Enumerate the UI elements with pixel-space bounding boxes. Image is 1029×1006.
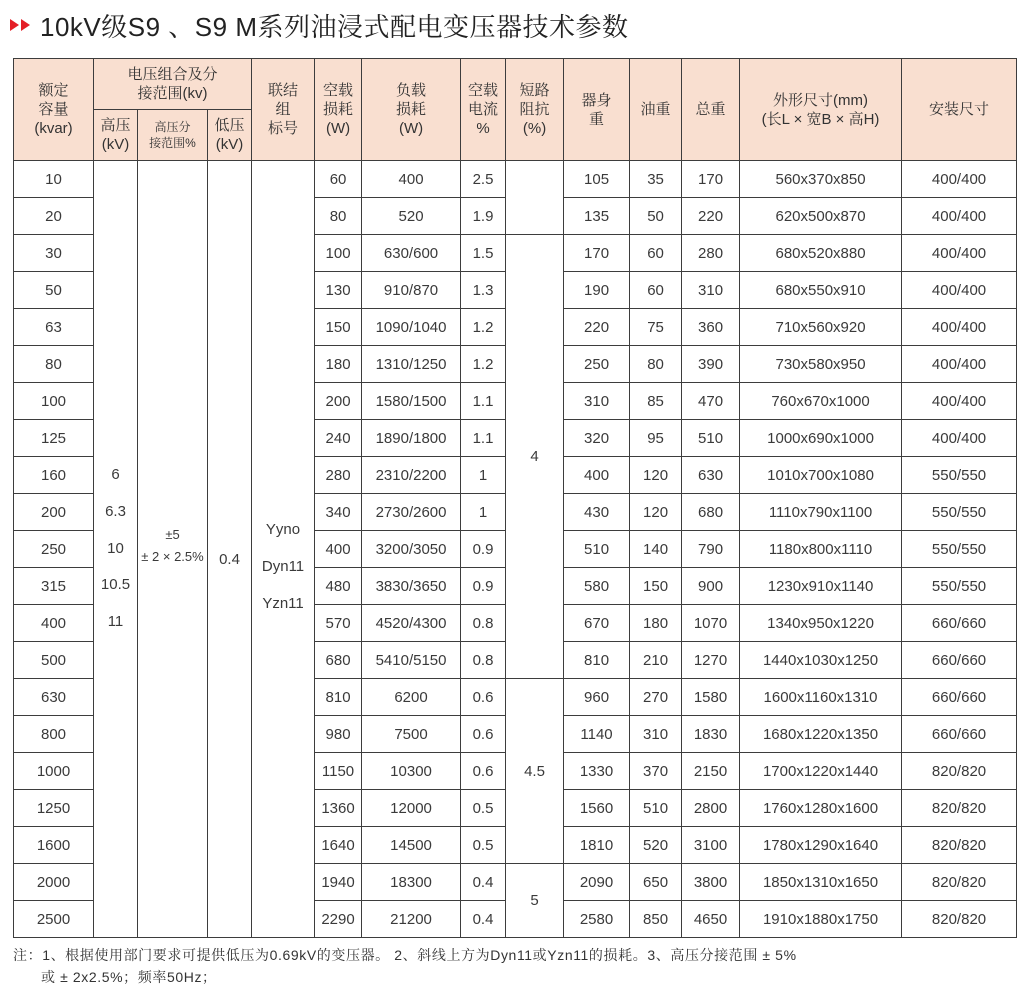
- hv-value: 10.5: [100, 576, 131, 594]
- cell-hv-merged: [94, 161, 138, 938]
- cell-dimensions: 730x580x950: [740, 346, 902, 383]
- cell-install: 660/660: [902, 605, 1017, 642]
- cell-noload-current: 1.1: [461, 383, 506, 420]
- cell-impedance-merged: 4: [506, 235, 564, 679]
- cell-noload-current: 1.2: [461, 346, 506, 383]
- cell-capacity: 315: [14, 568, 94, 605]
- header-install: 安装尺寸: [902, 59, 1017, 161]
- cell-total-weight: 790: [682, 531, 740, 568]
- cell-body-weight: 1140: [564, 716, 630, 753]
- cell-noload-loss: 180: [315, 346, 362, 383]
- cell-total-weight: 280: [682, 235, 740, 272]
- cell-noload-loss: 280: [315, 457, 362, 494]
- cell-load-loss: 2310/2200: [362, 457, 461, 494]
- cell-dimensions: 620x500x870: [740, 198, 902, 235]
- double-arrow-icon: [10, 19, 32, 31]
- cell-capacity: 10: [14, 161, 94, 198]
- cell-body-weight: 220: [564, 309, 630, 346]
- cell-load-loss: 2730/2600: [362, 494, 461, 531]
- cell-total-weight: 510: [682, 420, 740, 457]
- cell-body-weight: 1560: [564, 790, 630, 827]
- cell-body-weight: 510: [564, 531, 630, 568]
- cell-body-weight: 105: [564, 161, 630, 198]
- cell-capacity: 1600: [14, 827, 94, 864]
- cell-noload-current: 1.9: [461, 198, 506, 235]
- cell-install: 550/550: [902, 494, 1017, 531]
- cell-total-weight: 470: [682, 383, 740, 420]
- cell-oil-weight: 850: [630, 901, 682, 938]
- cell-lv-merged: 0.4: [208, 161, 252, 938]
- cell-noload-loss: 340: [315, 494, 362, 531]
- cell-install: 660/660: [902, 716, 1017, 753]
- cell-oil-weight: 210: [630, 642, 682, 679]
- cell-impedance-merged: 5: [506, 864, 564, 938]
- header-tap: 高压分 接范围%: [138, 110, 208, 161]
- cell-body-weight: 250: [564, 346, 630, 383]
- cell-noload-loss: 60: [315, 161, 362, 198]
- tap-value: ± 2 × 2.5%: [141, 549, 204, 564]
- cell-total-weight: 630: [682, 457, 740, 494]
- cell-dimensions: 1600x1160x1310: [740, 679, 902, 716]
- header-noload-current: 空载 电流 %: [461, 59, 506, 161]
- cell-capacity: 125: [14, 420, 94, 457]
- cell-capacity: 1000: [14, 753, 94, 790]
- cell-total-weight: 1070: [682, 605, 740, 642]
- cell-load-loss: 1580/1500: [362, 383, 461, 420]
- cell-noload-current: 0.6: [461, 716, 506, 753]
- cell-body-weight: 1810: [564, 827, 630, 864]
- cell-capacity: 63: [14, 309, 94, 346]
- header-capacity: 额定 容量 (kvar): [14, 59, 94, 161]
- cell-noload-loss: 2290: [315, 901, 362, 938]
- cell-capacity: 100: [14, 383, 94, 420]
- cell-dimensions: 1850x1310x1650: [740, 864, 902, 901]
- cell-body-weight: 135: [564, 198, 630, 235]
- cell-oil-weight: 370: [630, 753, 682, 790]
- cell-noload-loss: 1150: [315, 753, 362, 790]
- cell-load-loss: 910/870: [362, 272, 461, 309]
- cell-capacity: 160: [14, 457, 94, 494]
- cell-install: 660/660: [902, 679, 1017, 716]
- header-oil-weight: 油重: [630, 59, 682, 161]
- cell-load-loss: 4520/4300: [362, 605, 461, 642]
- cell-body-weight: 960: [564, 679, 630, 716]
- cell-dimensions: 680x550x910: [740, 272, 902, 309]
- cell-noload-loss: 1360: [315, 790, 362, 827]
- cell-load-loss: 18300: [362, 864, 461, 901]
- cell-dimensions: 680x520x880: [740, 235, 902, 272]
- cell-total-weight: 360: [682, 309, 740, 346]
- cell-install: 400/400: [902, 383, 1017, 420]
- cell-noload-loss: 1640: [315, 827, 362, 864]
- cell-body-weight: 810: [564, 642, 630, 679]
- cell-load-loss: 3200/3050: [362, 531, 461, 568]
- cell-oil-weight: 270: [630, 679, 682, 716]
- cell-body-weight: 1330: [564, 753, 630, 790]
- header-load-loss: 负载 损耗 (W): [362, 59, 461, 161]
- cell-oil-weight: 520: [630, 827, 682, 864]
- cell-dimensions: 1700x1220x1440: [740, 753, 902, 790]
- cell-total-weight: 1270: [682, 642, 740, 679]
- cell-capacity: 400: [14, 605, 94, 642]
- cell-body-weight: 320: [564, 420, 630, 457]
- cell-install: 550/550: [902, 531, 1017, 568]
- header-total-weight: 总重: [682, 59, 740, 161]
- hv-value: 10: [107, 539, 124, 557]
- cell-load-loss: 14500: [362, 827, 461, 864]
- page-title: [10, 6, 628, 44]
- cell-install: 820/820: [902, 753, 1017, 790]
- cell-install: 820/820: [902, 864, 1017, 901]
- cell-dimensions: 1010x700x1080: [740, 457, 902, 494]
- cell-total-weight: 2150: [682, 753, 740, 790]
- cell-oil-weight: 120: [630, 494, 682, 531]
- cell-noload-loss: 980: [315, 716, 362, 753]
- cell-body-weight: 170: [564, 235, 630, 272]
- cell-noload-loss: 130: [315, 272, 362, 309]
- connection-value: Yzn11: [262, 594, 304, 612]
- cell-oil-weight: 120: [630, 457, 682, 494]
- cell-noload-loss: 240: [315, 420, 362, 457]
- cell-oil-weight: 60: [630, 235, 682, 272]
- cell-install: 400/400: [902, 346, 1017, 383]
- cell-load-loss: 520: [362, 198, 461, 235]
- cell-total-weight: 3800: [682, 864, 740, 901]
- cell-capacity: 2000: [14, 864, 94, 901]
- header-noload-loss: 空载 损耗 (W): [315, 59, 362, 161]
- header-hv: 高压 (kV): [94, 110, 138, 161]
- cell-capacity: 500: [14, 642, 94, 679]
- cell-noload-loss: 480: [315, 568, 362, 605]
- cell-capacity: 800: [14, 716, 94, 753]
- cell-body-weight: 310: [564, 383, 630, 420]
- cell-noload-current: 0.4: [461, 864, 506, 901]
- cell-total-weight: 4650: [682, 901, 740, 938]
- header-lv: 低压 (kV): [208, 110, 252, 161]
- cell-noload-current: 1: [461, 457, 506, 494]
- cell-load-loss: 10300: [362, 753, 461, 790]
- header-impedance: 短路 阻抗 (%): [506, 59, 564, 161]
- cell-body-weight: 430: [564, 494, 630, 531]
- cell-noload-current: 0.8: [461, 605, 506, 642]
- cell-dimensions: 1180x800x1110: [740, 531, 902, 568]
- cell-total-weight: 3100: [682, 827, 740, 864]
- cell-body-weight: 190: [564, 272, 630, 309]
- cell-noload-loss: 150: [315, 309, 362, 346]
- cell-load-loss: 21200: [362, 901, 461, 938]
- header-voltage-group: 电压组合及分 接范围(kv): [94, 59, 252, 110]
- cell-total-weight: 900: [682, 568, 740, 605]
- cell-noload-current: 0.6: [461, 679, 506, 716]
- cell-noload-current: 1: [461, 494, 506, 531]
- cell-dimensions: 1230x910x1140: [740, 568, 902, 605]
- cell-noload-current: 1.1: [461, 420, 506, 457]
- cell-noload-loss: 200: [315, 383, 362, 420]
- cell-impedance-merged: 4.5: [506, 679, 564, 864]
- cell-load-loss: 6200: [362, 679, 461, 716]
- cell-install: 660/660: [902, 642, 1017, 679]
- cell-load-loss: 5410/5150: [362, 642, 461, 679]
- cell-body-weight: 2580: [564, 901, 630, 938]
- cell-dimensions: 1910x1880x1750: [740, 901, 902, 938]
- cell-impedance-merged: [506, 161, 564, 235]
- cell-oil-weight: 95: [630, 420, 682, 457]
- cell-oil-weight: 650: [630, 864, 682, 901]
- cell-dimensions: 1110x790x1100: [740, 494, 902, 531]
- header-dimensions: 外形尺寸(mm) (长L × 宽B × 高H): [740, 59, 902, 161]
- cell-oil-weight: 50: [630, 198, 682, 235]
- cell-total-weight: 310: [682, 272, 740, 309]
- cell-noload-current: 0.9: [461, 531, 506, 568]
- cell-install: 400/400: [902, 309, 1017, 346]
- cell-noload-current: 0.9: [461, 568, 506, 605]
- cell-noload-loss: 100: [315, 235, 362, 272]
- header-connection: 联结 组 标号: [252, 59, 315, 161]
- cell-body-weight: 670: [564, 605, 630, 642]
- cell-install: 400/400: [902, 198, 1017, 235]
- cell-capacity: 200: [14, 494, 94, 531]
- cell-noload-current: 0.4: [461, 901, 506, 938]
- cell-noload-loss: 570: [315, 605, 362, 642]
- cell-body-weight: 400: [564, 457, 630, 494]
- cell-total-weight: 680: [682, 494, 740, 531]
- cell-capacity: 630: [14, 679, 94, 716]
- cell-dimensions: 760x670x1000: [740, 383, 902, 420]
- cell-total-weight: 1830: [682, 716, 740, 753]
- cell-load-loss: 1890/1800: [362, 420, 461, 457]
- table-row: [14, 161, 1017, 198]
- footnote-line-1: 注：1、根据使用部门要求可提供低压为0.69kV的变压器。 2、斜线上方为Dyn11或Yzn11的损耗。3、高压分接范围 ± 5%: [13, 947, 797, 963]
- cell-install: 550/550: [902, 568, 1017, 605]
- hv-value: 11: [107, 613, 124, 631]
- cell-noload-loss: 80: [315, 198, 362, 235]
- cell-oil-weight: 75: [630, 309, 682, 346]
- cell-tap-merged: [138, 161, 208, 938]
- cell-total-weight: 2800: [682, 790, 740, 827]
- cell-oil-weight: 35: [630, 161, 682, 198]
- cell-install: 820/820: [902, 901, 1017, 938]
- cell-load-loss: 12000: [362, 790, 461, 827]
- title-text: 10kV级S9 、S9 M系列油浸式配电变压器技术参数: [40, 11, 629, 42]
- cell-total-weight: 170: [682, 161, 740, 198]
- footnote: [13, 944, 1016, 988]
- cell-noload-loss: 810: [315, 679, 362, 716]
- hv-value: 6.3: [105, 502, 126, 520]
- cell-capacity: 1250: [14, 790, 94, 827]
- cell-load-loss: 630/600: [362, 235, 461, 272]
- cell-dimensions: 710x560x920: [740, 309, 902, 346]
- cell-total-weight: 1580: [682, 679, 740, 716]
- cell-install: 820/820: [902, 790, 1017, 827]
- cell-load-loss: 400: [362, 161, 461, 198]
- cell-noload-loss: 680: [315, 642, 362, 679]
- cell-oil-weight: 510: [630, 790, 682, 827]
- hv-value: 6: [111, 466, 120, 483]
- cell-capacity: 20: [14, 198, 94, 235]
- tap-value: ±5: [165, 527, 180, 542]
- cell-install: 550/550: [902, 457, 1017, 494]
- cell-capacity: 80: [14, 346, 94, 383]
- cell-install: 400/400: [902, 420, 1017, 457]
- cell-noload-current: 0.8: [461, 642, 506, 679]
- cell-capacity: 250: [14, 531, 94, 568]
- cell-dimensions: 560x370x850: [740, 161, 902, 198]
- cell-install: 820/820: [902, 827, 1017, 864]
- cell-load-loss: 1090/1040: [362, 309, 461, 346]
- cell-dimensions: 1000x690x1000: [740, 420, 902, 457]
- cell-total-weight: 390: [682, 346, 740, 383]
- cell-noload-current: 1.3: [461, 272, 506, 309]
- cell-oil-weight: 310: [630, 716, 682, 753]
- cell-install: 400/400: [902, 235, 1017, 272]
- cell-noload-current: 0.6: [461, 753, 506, 790]
- cell-dimensions: 1440x1030x1250: [740, 642, 902, 679]
- cell-oil-weight: 80: [630, 346, 682, 383]
- cell-noload-current: 2.5: [461, 161, 506, 198]
- cell-noload-loss: 400: [315, 531, 362, 568]
- cell-install: 400/400: [902, 272, 1017, 309]
- cell-load-loss: 3830/3650: [362, 568, 461, 605]
- cell-capacity: 50: [14, 272, 94, 309]
- cell-noload-current: 1.2: [461, 309, 506, 346]
- cell-load-loss: 1310/1250: [362, 346, 461, 383]
- cell-noload-current: 1.5: [461, 235, 506, 272]
- cell-oil-weight: 60: [630, 272, 682, 309]
- connection-value: Dyn11: [261, 558, 305, 576]
- connection-value: Yyno: [265, 521, 301, 539]
- cell-install: 400/400: [902, 161, 1017, 198]
- cell-dimensions: 1340x950x1220: [740, 605, 902, 642]
- cell-body-weight: 580: [564, 568, 630, 605]
- footnote-line-2: 或 ± 2x2.5%；频率50Hz；: [41, 969, 217, 985]
- cell-total-weight: 220: [682, 198, 740, 235]
- cell-capacity: 30: [14, 235, 94, 272]
- header-body-weight: 器身 重: [564, 59, 630, 161]
- cell-load-loss: 7500: [362, 716, 461, 753]
- cell-noload-current: 0.5: [461, 827, 506, 864]
- spec-table: [13, 58, 1017, 938]
- cell-oil-weight: 140: [630, 531, 682, 568]
- cell-oil-weight: 180: [630, 605, 682, 642]
- cell-dimensions: 1680x1220x1350: [740, 716, 902, 753]
- cell-oil-weight: 150: [630, 568, 682, 605]
- cell-connection-merged: [252, 161, 315, 938]
- cell-dimensions: 1760x1280x1600: [740, 790, 902, 827]
- cell-capacity: 2500: [14, 901, 94, 938]
- cell-body-weight: 2090: [564, 864, 630, 901]
- cell-oil-weight: 85: [630, 383, 682, 420]
- cell-noload-current: 0.5: [461, 790, 506, 827]
- cell-dimensions: 1780x1290x1640: [740, 827, 902, 864]
- cell-noload-loss: 1940: [315, 864, 362, 901]
